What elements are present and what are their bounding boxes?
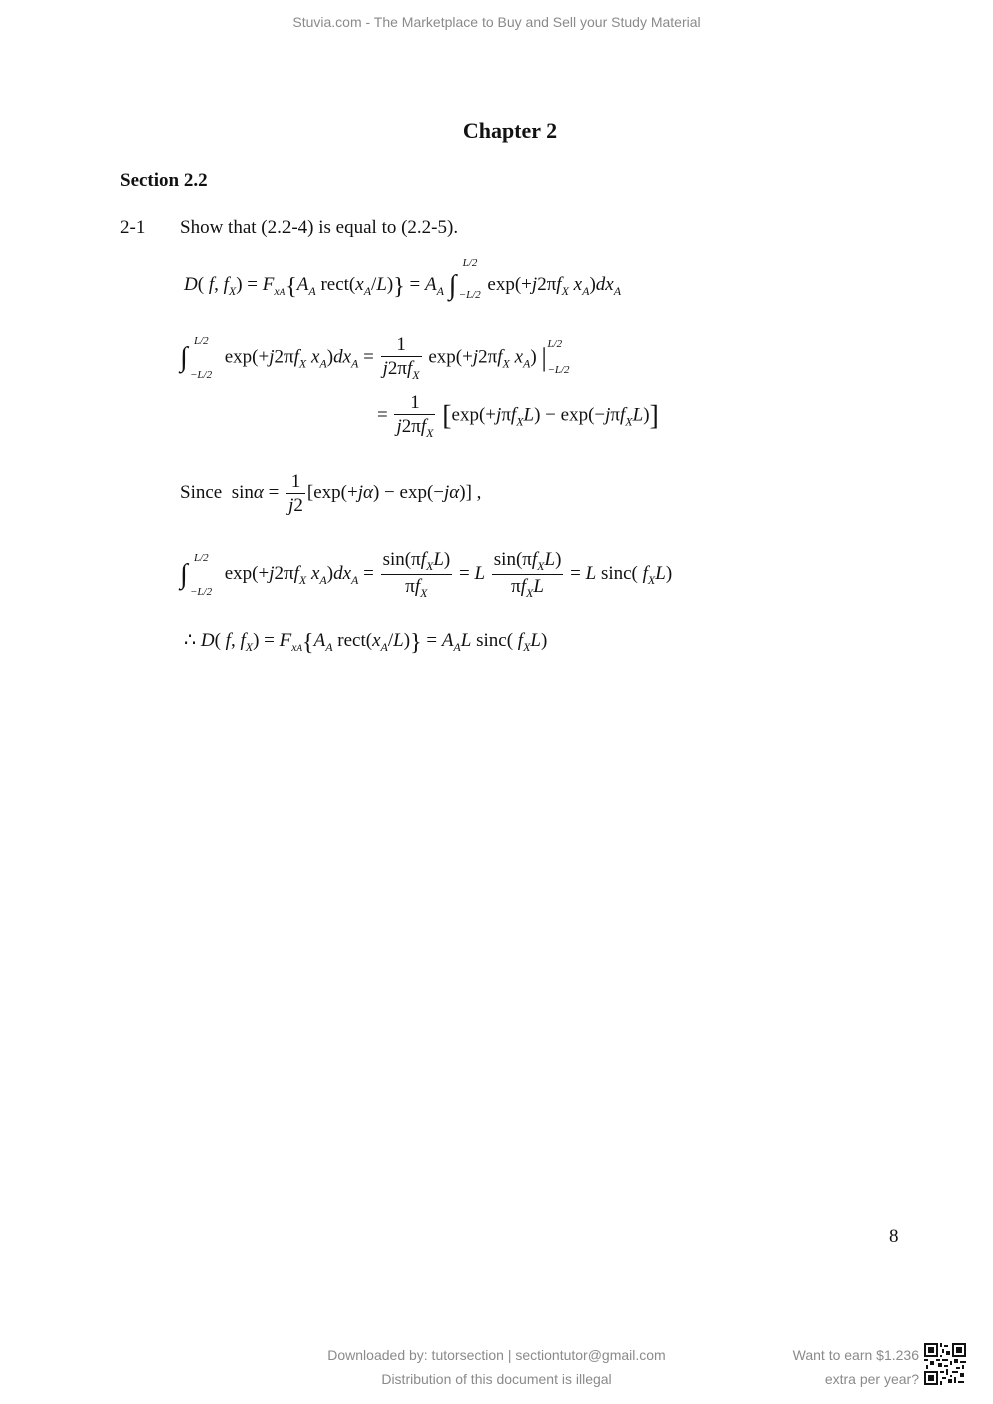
equation-integral-evaluation: ∫ L/2 −L/2 $\exp(+j2\pi f_X$ $x_A)dx_A$ = $\frac{1}{j2\pi f_X}$ $\exp(+j2\pi f_X$ $x_A$) | L/2 −L/2 [180,334,570,382]
footer-downloaded-by: Downloaded by: tutorsection | sectiontutor@gmail.com [327,1347,666,1363]
qr-code-icon[interactable] [924,1343,966,1385]
section-title: Section 2.2 [120,170,208,191]
problem-statement: Show that (2.2-4) is equal to (2.2-5). [180,217,459,238]
problem-number: 2-1 [120,217,146,238]
equation-conclusion: ∴ D( f, $f_X) = F_{xA}\{A_A$ $rect(x_A/L)\} = A_AL$ sinc( $f_XL$) [184,630,548,656]
since-label: Since [180,481,223,503]
chapter-title: Chapter 2 [462,118,558,143]
equation-integral-result: = $\frac{1}{j2\pi f_X}$ [exp(+jπf$_X$L) − exp(−jπf$_X$L)] [377,392,659,440]
footer-distribution-notice: Distribution of this document is illegal [381,1371,612,1387]
equation-sinc-derivation: ∫ L/2 −L/2 $\exp(+j2\pi f_X$ $x_A)dx_A$ = $\frac{\sin(\pi f_XL)}{\pi f_X}$ = L $\frac{\sin(\pi f_XL)}{\pi f_XL}$ = L sinc( $f_XL$) [180,549,673,600]
identity-line: Since sinα = $\frac{1}{j2}$ [exp(+jα) − exp(−jα)] , [180,471,482,516]
site-banner: Stuvia.com - The Marketplace to Buy and Sell your Study Material [292,14,701,30]
promo-line-2[interactable]: extra per year? [824,1371,919,1387]
promo-line-1[interactable]: Want to earn $1.236 [792,1347,919,1363]
page-number: 8 [889,1226,899,1247]
equation-definition: D( f, $f_X) = F_{xA}\{A_A$ $rect(x_A/L)\} = A_A$ ∫ L/2 −L/2 $\exp(+j2\pi f_X$ $x_A)dx_A$ [184,257,622,301]
